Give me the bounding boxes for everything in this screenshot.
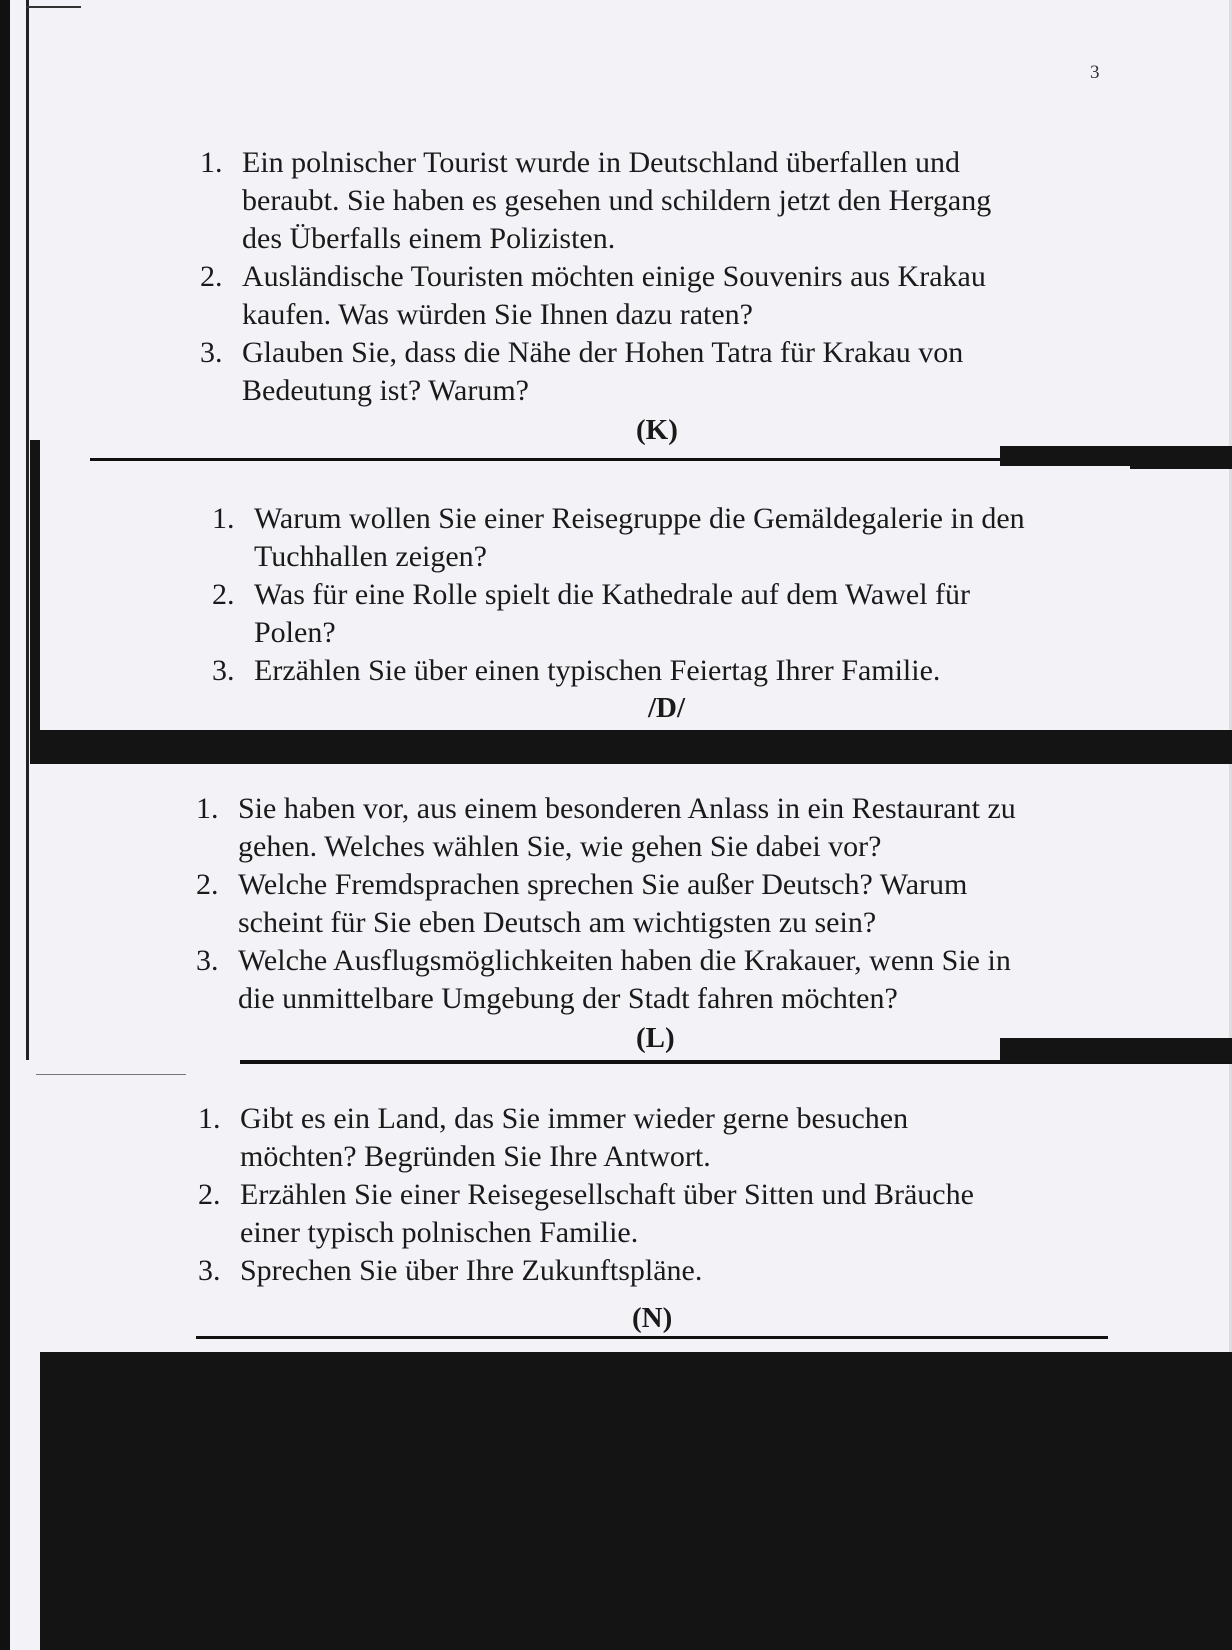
question-line: Was für eine Rolle spielt die Kathedrale auf dem Wawel für xyxy=(254,578,971,611)
scan-dark-band xyxy=(1000,1038,1232,1062)
question-item xyxy=(212,576,1132,652)
question-list xyxy=(196,790,1156,1018)
scan-dark-band xyxy=(30,730,1232,764)
card-divider xyxy=(90,458,1116,461)
card-code: (K) xyxy=(636,414,678,446)
question-line: Ausländische Touristen möchten einige Souvenirs aus Krakau xyxy=(242,260,986,293)
question-line: Warum wollen Sie einer Reisegruppe die Gemäldegalerie in den xyxy=(254,502,1025,535)
question-number: 3. xyxy=(198,1254,221,1287)
question-card-n xyxy=(198,1100,1118,1290)
card-divider xyxy=(196,1336,1108,1339)
question-item xyxy=(196,942,1156,1018)
question-number: 1. xyxy=(196,792,219,825)
question-number: 3. xyxy=(196,944,219,977)
question-line: Welche Fremdsprachen sprechen Sie außer Deutsch? Warum xyxy=(238,868,968,901)
card-code: (L) xyxy=(636,1022,675,1054)
scan-dark-band xyxy=(30,440,40,760)
question-line: gehen. Welches wählen Sie, wie gehen Sie dabei vor? xyxy=(238,830,882,863)
question-line: Sprechen Sie über Ihre Zukunftspläne. xyxy=(240,1254,703,1287)
scan-dark-area xyxy=(40,1352,1232,1650)
card-divider-left xyxy=(36,1074,186,1075)
question-number: 3. xyxy=(212,654,235,687)
question-number: 2. xyxy=(200,260,223,293)
question-card-k xyxy=(200,144,1100,410)
card-code: (N) xyxy=(632,1302,673,1334)
question-number: 1. xyxy=(198,1102,221,1135)
question-list xyxy=(198,1100,1118,1290)
question-number: 2. xyxy=(196,868,219,901)
question-line: Erzählen Sie einer Reisegesellschaft über Sitten und Bräuche xyxy=(240,1178,974,1211)
question-list xyxy=(212,500,1132,690)
question-line: kaufen. Was würden Sie Ihnen dazu raten? xyxy=(242,298,753,331)
question-number: 3. xyxy=(200,336,223,369)
question-line: Tuchhallen zeigen? xyxy=(254,540,487,573)
question-line: Glauben Sie, dass die Nähe der Hohen Tatra für Krakau von xyxy=(242,336,964,369)
card-code: /D/ xyxy=(648,692,686,724)
question-number: 1. xyxy=(200,146,223,179)
question-line: Ein polnischer Tourist wurde in Deutschland überfallen und xyxy=(242,146,961,179)
question-line: Erzählen Sie über einen typischen Feiertag Ihrer Familie. xyxy=(254,654,941,687)
question-line: die unmittelbare Umgebung der Stadt fahren möchten? xyxy=(238,982,898,1015)
question-item xyxy=(198,1100,1118,1176)
question-line: möchten? Begründen Sie Ihre Antwort. xyxy=(240,1140,711,1173)
question-number: 2. xyxy=(198,1178,221,1211)
question-line: Welche Ausflugsmöglichkeiten haben die Krakauer, wenn Sie in xyxy=(238,944,1011,977)
question-item xyxy=(200,258,1100,334)
question-card-l xyxy=(196,790,1156,1018)
question-line: scheint für Sie eben Deutsch am wichtigsten zu sein? xyxy=(238,906,877,939)
question-number: 1. xyxy=(212,502,235,535)
question-item xyxy=(198,1176,1118,1252)
page-number: 3 xyxy=(1090,62,1100,83)
question-item xyxy=(196,866,1156,942)
question-item xyxy=(198,1252,1118,1290)
question-item xyxy=(212,500,1132,576)
question-list xyxy=(200,144,1100,410)
scan-edge-line xyxy=(26,0,29,1060)
question-item xyxy=(196,790,1156,866)
question-line: einer typisch polnischen Familie. xyxy=(240,1216,639,1249)
question-line: beraubt. Sie haben es gesehen und schildern jetzt den Hergang xyxy=(242,184,992,217)
scan-edge-left xyxy=(0,0,10,1650)
question-line: Polen? xyxy=(254,616,336,649)
scan-edge-mark xyxy=(26,6,81,8)
question-item xyxy=(212,652,1132,690)
question-line: Bedeutung ist? Warum? xyxy=(242,374,529,407)
question-item xyxy=(200,334,1100,410)
question-line: Sie haben vor, aus einem besonderen Anlass in ein Restaurant zu xyxy=(238,792,1016,825)
scan-dark-band xyxy=(1130,455,1232,469)
question-item xyxy=(200,144,1100,258)
question-line: Gibt es ein Land, das Sie immer wieder gerne besuchen xyxy=(240,1102,909,1135)
question-card-d xyxy=(212,500,1132,690)
question-number: 2. xyxy=(212,578,235,611)
question-line: des Überfalls einem Polizisten. xyxy=(242,222,616,255)
